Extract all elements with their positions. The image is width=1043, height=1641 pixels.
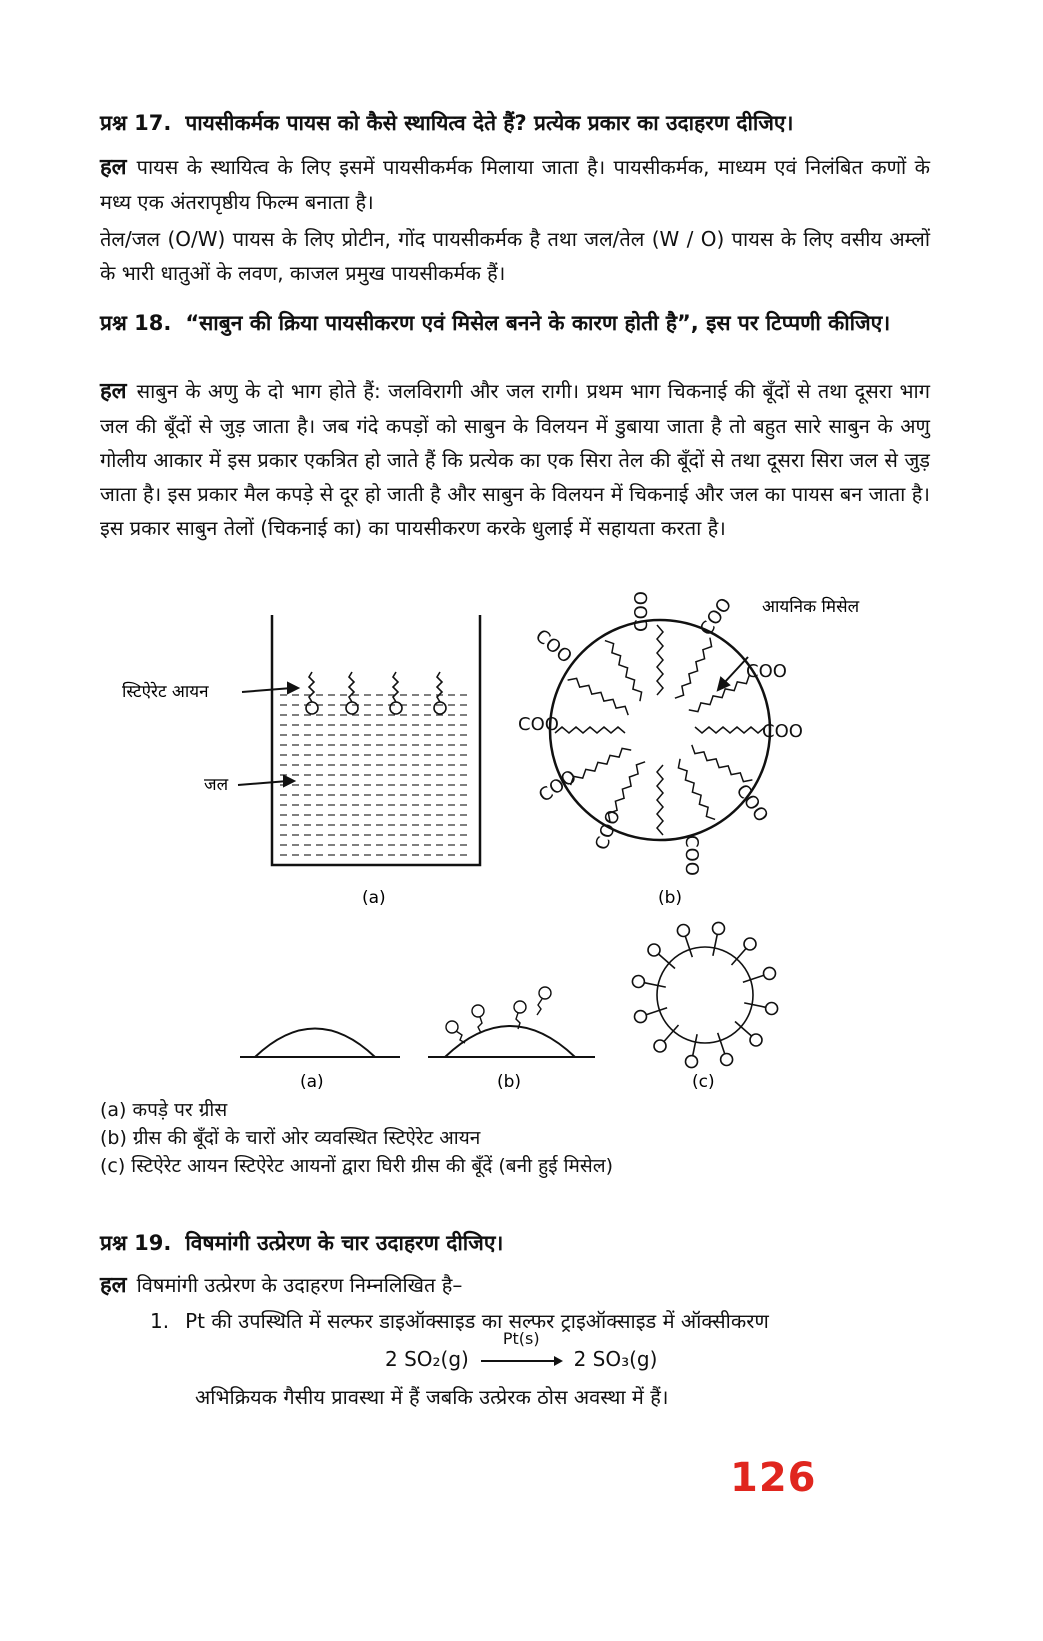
carboxylate-head xyxy=(654,1040,666,1052)
question-17-text: पायसीकर्मक पायस को कैसे स्थायित्व देते हैं? प्रत्येक प्रकार का उदाहरण दीजिए। xyxy=(185,111,794,135)
fig2-legend-a: (a) कपड़े पर ग्रीस xyxy=(100,1099,228,1121)
fig2-caption-a: (a) xyxy=(300,1072,324,1092)
beaker-diagram xyxy=(272,615,480,865)
carboxylate-head xyxy=(744,938,756,950)
water-dashes xyxy=(280,695,470,855)
answer-17-para-1 xyxy=(100,150,930,219)
answer-18-text: साबुन के अणु के दो भाग होते हैं: जलविरागी और जल रागी। प्रथम भाग चिकनाई की बूँदों से तथा दूसरा भाग जल की बूँदों से जुड़ जाता है। जब गंदे कपड़ों को साबुन के विलयन में डुबाया जाता है तो बहुत सारे साबुन के अणु गोलीय आकार में इस प्रकार एकत्रित हो जाते हैं कि प्रत्येक का एक सिरा तेल की बूँदों से तथा दूसरा सिरा जल से जुड़ जाता है। इस प्रकार मैल कपड़े से दूर हो जाती है और साबुन के विलयन में चिकनाई और जल का पायस बन जाता है। इस प्रकार साबुन तेलों (चिकनाई का) का पायसीकरण करके धुलाई में सहायता करता है। xyxy=(100,379,930,540)
answer-17-para-2: तेल/जल (O/W) पायस के लिए प्रोटीन, गोंद पायसीकर्मक है तथा जल/तेल (W / O) पायस के लिए वसीय अम्लों के भारी धातुओं के लवण, काजल प्रमुख पायसीकर्मक हैं। xyxy=(100,227,930,285)
question-19-text: विषमांगी उत्प्रेरण के चार उदाहरण दीजिए। xyxy=(185,1231,504,1255)
stearate-chain xyxy=(744,1003,766,1007)
hydrocarbon-tail xyxy=(692,745,753,782)
fig1-caption-a: (a) xyxy=(362,888,386,908)
stearate-chain xyxy=(644,983,666,987)
ionic-micelle-diagram xyxy=(550,620,770,840)
catalyst-label: Pt(s) xyxy=(502,1329,540,1348)
fig1-caption-b: (b) xyxy=(658,888,683,908)
svg-text:COO: COO xyxy=(531,625,576,668)
hydrocarbon-tail xyxy=(695,727,765,733)
soap-micelle-figure xyxy=(100,585,930,915)
stearate-chain xyxy=(646,1008,667,1015)
question-18-label: प्रश्न 18. xyxy=(100,311,172,335)
hydrocarbon-tail xyxy=(657,765,663,835)
svg-text:COO: COO xyxy=(762,721,803,742)
grease-drop-b xyxy=(428,1026,595,1057)
micelle-c xyxy=(632,922,777,1067)
grease-drop-a xyxy=(240,1029,400,1058)
hydrocarbon-tail xyxy=(571,748,632,785)
answer-label: हल xyxy=(100,155,127,180)
hydrocarbon-tail xyxy=(555,727,625,733)
answer-19-note: अभिक्रियक गैसीय प्रावस्था में हैं जबकि उत्प्रेरक ठोस अवस्था में हैं। xyxy=(195,1385,669,1409)
item-text: Pt की उपस्थिति में सल्फर डाइऑक्साइड का सल्फर ट्राइऑक्साइड में ऑक्सीकरण xyxy=(185,1309,769,1333)
label-arrows xyxy=(238,657,748,786)
answer-19-intro xyxy=(100,1268,930,1303)
svg-text:COO: COO xyxy=(535,766,581,807)
svg-text:COO: COO xyxy=(631,591,652,632)
grease-removal-figure xyxy=(100,915,930,1095)
page-number: 126 xyxy=(730,1455,817,1501)
hydrocarbon-tail xyxy=(678,759,715,820)
carboxylate-head xyxy=(686,1056,698,1068)
stearate-chain xyxy=(743,975,764,982)
answer-19-intro-text: विषमांगी उत्प्रेरण के उदाहरण निम्नलिखित है– xyxy=(136,1273,463,1297)
chemical-equation xyxy=(385,1329,658,1371)
carboxylate-head xyxy=(713,922,725,934)
hydrocarbon-tail xyxy=(689,675,750,712)
fig2-legend-c: (c) स्टिऐरेट आयन स्टिऐरेट आयनों द्वारा घिरी ग्रीस की बूँदें (बनी हुई मिसेल) xyxy=(100,1155,613,1177)
hydrocarbon-tail xyxy=(675,638,712,699)
carboxylate-head xyxy=(635,1011,647,1023)
stearate-ions xyxy=(306,672,446,714)
hydrocarbon-tail xyxy=(568,678,629,715)
carboxylate-head xyxy=(648,944,660,956)
question-17-label: प्रश्न 17. xyxy=(100,111,172,135)
equation-product: 2 SO₃(g) xyxy=(573,1347,658,1371)
carboxylate-head xyxy=(766,1003,778,1015)
stearate-chain xyxy=(685,936,692,957)
water-label: जल xyxy=(204,775,229,795)
svg-text:COO: COO xyxy=(746,661,787,682)
answer-label: हल xyxy=(100,1273,127,1298)
equation-reactant: 2 SO₂(g) xyxy=(385,1347,469,1371)
ionic-micelle-label: आयनिक मिसेल xyxy=(762,597,860,617)
carboxylate-head xyxy=(721,1054,733,1066)
stearate-chain xyxy=(693,1034,697,1056)
question-18 xyxy=(100,306,930,340)
stearate-ion-label: स्टिऐरेट आयन xyxy=(122,682,209,702)
answer-label: हल xyxy=(100,379,127,404)
stearate-chain xyxy=(718,1033,725,1054)
carboxylate-head xyxy=(677,925,689,937)
hydrocarbon-tail xyxy=(657,625,663,695)
svg-text:COO: COO xyxy=(591,807,625,853)
svg-text:COO: COO xyxy=(731,780,773,827)
carboxylate-head xyxy=(764,967,776,979)
question-17 xyxy=(100,106,930,140)
question-18-text: “साबुन की क्रिया पायसीकरण एवं मिसेल बनने के कारण होती है”, इस पर टिप्पणी कीजिए। xyxy=(185,311,891,335)
fig2-caption-c: (c) xyxy=(692,1072,715,1092)
question-19-label: प्रश्न 19. xyxy=(100,1231,172,1255)
fig2-legend-b: (b) ग्रीस की बूँदों के चारों ओर व्यवस्थित स्टिऐरेट आयन xyxy=(100,1127,481,1149)
svg-text:COO: COO xyxy=(681,835,702,876)
stearate-chain xyxy=(713,934,717,956)
carboxylate-head xyxy=(632,976,644,988)
hydrocarbon-tail xyxy=(605,641,642,702)
svg-text:COO: COO xyxy=(695,594,737,640)
fig2-caption-b: (b) xyxy=(497,1072,522,1092)
question-19 xyxy=(100,1226,930,1260)
answer-18-para xyxy=(100,374,930,545)
reaction-arrow xyxy=(481,1329,561,1371)
answer-17-text-1: पायस के स्थायित्व के लिए इसमें पायसीकर्मक मिलाया जाता है। पायसीकर्मक, माध्यम एवं निलंबित कणों के मध्य एक अंतरापृष्ठीय फिल्म बनाता है। xyxy=(100,155,930,214)
stearate-on-grease xyxy=(446,987,551,1043)
item-number: 1. xyxy=(150,1309,170,1333)
svg-text:COO: COO xyxy=(518,714,559,735)
carboxylate-labels xyxy=(518,591,803,876)
carboxylate-head xyxy=(750,1034,762,1046)
